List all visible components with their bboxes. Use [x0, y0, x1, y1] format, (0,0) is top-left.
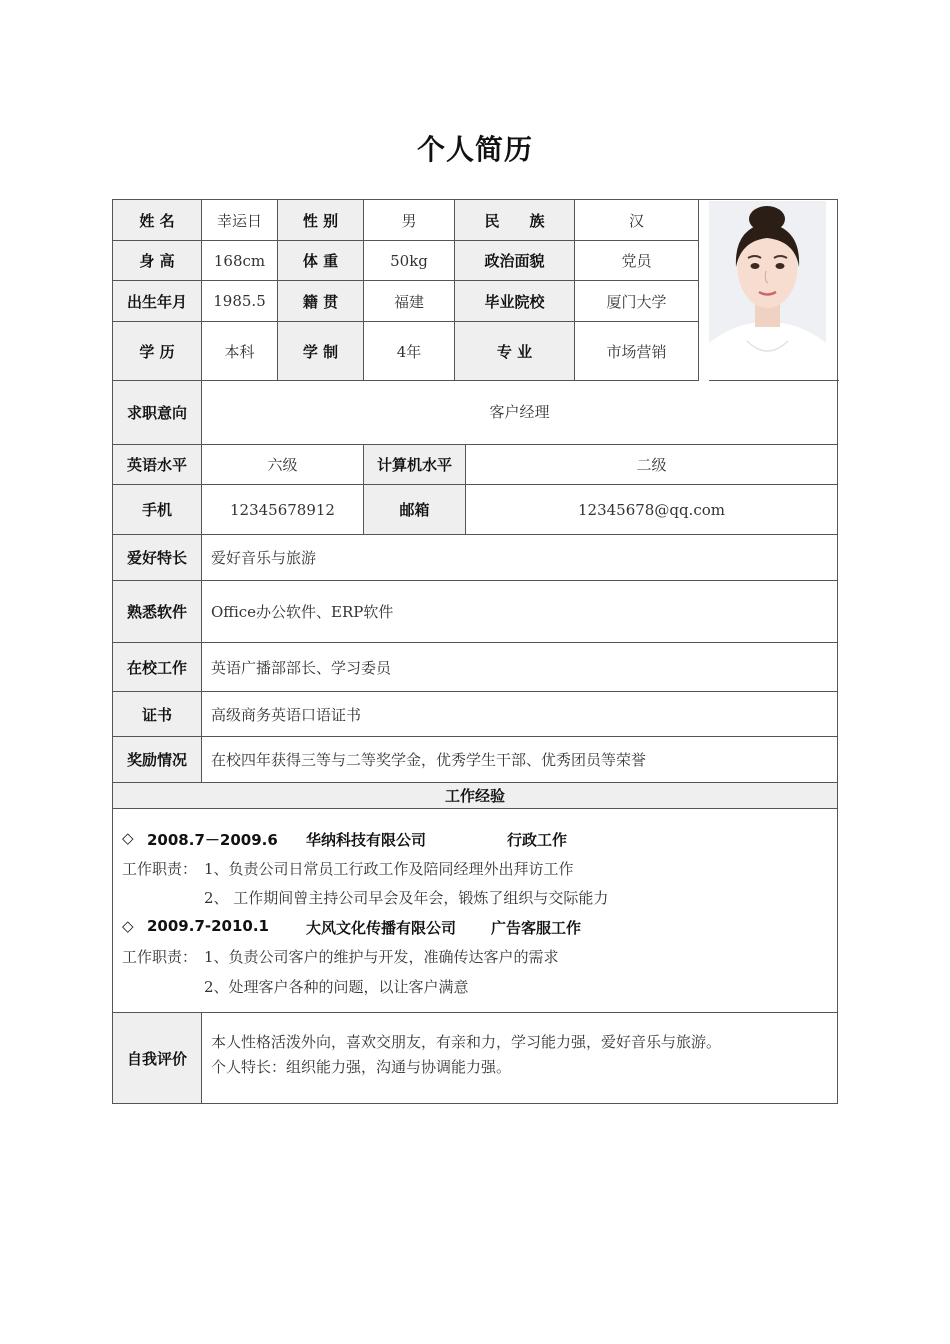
software-label: 熟悉软件	[113, 581, 202, 643]
name-value: 幸运日	[202, 200, 278, 241]
gender-value: 男	[364, 200, 455, 241]
height-value: 168cm	[202, 241, 278, 281]
school-value: 厦门大学	[575, 281, 699, 322]
resume-table	[112, 199, 838, 1104]
self-eval-value	[202, 1013, 837, 1103]
diamond-icon: ◇	[122, 829, 134, 847]
job-2-company: 大风文化传播有限公司	[306, 919, 457, 937]
campus-value: 英语广播部部长、学习委员	[202, 643, 837, 692]
awards-label: 奖励情况	[113, 737, 202, 783]
portrait-photo	[709, 201, 826, 358]
job-1-duty-1: 1、负责公司日常员工行政工作及陪同经理外出拜访工作	[204, 860, 574, 878]
job-1-duty-2: 2、 工作期间曾主持公司早会及年会，锻炼了组织与交际能力	[204, 889, 609, 907]
objective-value: 客户经理	[202, 381, 837, 445]
gender-label: 性 别	[278, 200, 364, 241]
hobbies-value: 爱好音乐与旅游	[202, 535, 837, 581]
hobbies-label: 爱好特长	[113, 535, 202, 581]
english-label: 英语水平	[113, 445, 202, 485]
self-eval-label: 自我评价	[113, 1013, 202, 1103]
computer-value: 二级	[466, 445, 837, 485]
politics-label: 政治面貌	[455, 241, 575, 281]
email-value: 12345678@qq.com	[466, 485, 837, 535]
education-label: 学 历	[113, 322, 202, 381]
campus-label: 在校工作	[113, 643, 202, 692]
school-label: 毕业院校	[455, 281, 575, 322]
phone-label: 手机	[113, 485, 202, 535]
birth-value: 1985.5	[202, 281, 278, 322]
phone-value: 12345678912	[202, 485, 364, 535]
native-label: 籍 贯	[278, 281, 364, 322]
software-value: Office办公软件、ERP软件	[202, 581, 837, 643]
computer-label: 计算机水平	[364, 445, 466, 485]
awards-value: 在校四年获得三等与二等奖学金，优秀学生干部、优秀团员等荣誉	[202, 737, 837, 783]
politics-value: 党员	[575, 241, 699, 281]
photo-cell	[709, 200, 839, 381]
ethnicity-label: 民 族	[455, 200, 575, 241]
page-title: 个人简历	[416, 133, 533, 166]
self-eval-line-2: 个人特长：组织能力强，沟通与协调能力强。	[211, 1058, 512, 1076]
major-label: 专 业	[455, 322, 575, 381]
name-label: 姓 名	[113, 200, 202, 241]
native-value: 福建	[364, 281, 455, 322]
job-1-company: 华纳科技有限公司	[306, 831, 427, 849]
diamond-icon: ◇	[122, 917, 134, 935]
major-value: 市场营销	[575, 322, 699, 381]
education-value: 本科	[202, 322, 278, 381]
ethnicity-value: 汉	[575, 200, 699, 241]
job-1-role: 行政工作	[507, 831, 568, 849]
duration-value: 4年	[364, 322, 455, 381]
job-2-period: 2009.7-2010.1	[147, 917, 269, 935]
email-label: 邮箱	[364, 485, 466, 535]
weight-label: 体 重	[278, 241, 364, 281]
job-2-duty-1: 1、负责公司客户的维护与开发，准确传达客户的需求	[204, 948, 559, 966]
experience-section	[113, 809, 837, 1013]
job-1-period: 2008.7－2009.6	[147, 831, 278, 849]
job-1-duty-label: 工作职责：	[122, 860, 198, 878]
certificate-label: 证书	[113, 692, 202, 737]
job-2-duty-2: 2、处理客户各种的问题，以让客户满意	[204, 978, 469, 996]
certificate-value: 高级商务英语口语证书	[202, 692, 837, 737]
height-label: 身 高	[113, 241, 202, 281]
job-2-duty-label: 工作职责：	[122, 948, 198, 966]
weight-value: 50kg	[364, 241, 455, 281]
english-value: 六级	[202, 445, 364, 485]
job-2-role: 广告客服工作	[491, 919, 582, 937]
birth-label: 出生年月	[113, 281, 202, 322]
objective-label: 求职意向	[113, 381, 202, 445]
duration-label: 学 制	[278, 322, 364, 381]
self-eval-line-1: 本人性格活泼外向，喜欢交朋友，有亲和力，学习能力强，爱好音乐与旅游。	[211, 1033, 722, 1051]
experience-header: 工作经验	[113, 783, 837, 809]
